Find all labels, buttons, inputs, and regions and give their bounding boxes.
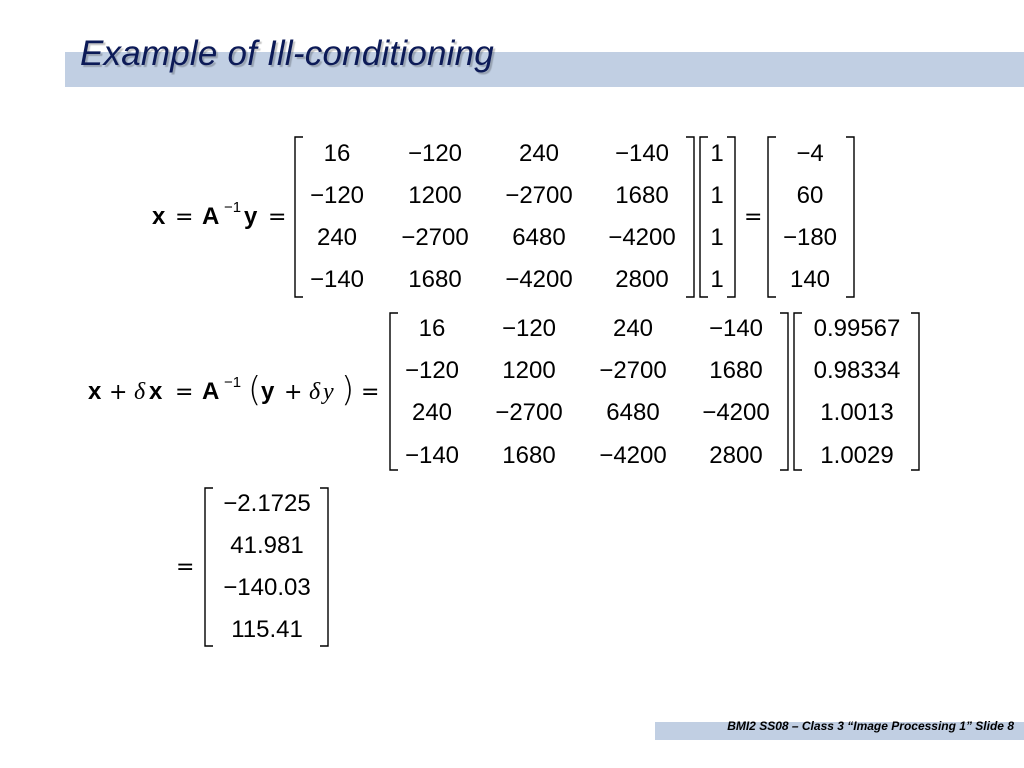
inverse-exponent: −1 — [224, 374, 242, 391]
vector-cell: 1 — [710, 266, 724, 293]
matrix-cell: −120 — [407, 140, 463, 167]
matrix-cell: 240 — [316, 224, 358, 251]
result-vector — [223, 490, 310, 643]
left-bracket — [295, 137, 303, 297]
matrix-cell: 6480 — [512, 224, 566, 251]
vector-cell: 60 — [796, 182, 824, 209]
matrix-cell: −2700 — [401, 224, 469, 251]
x-vector-symbol: x — [152, 203, 166, 230]
inverse-exponent: −1 — [224, 199, 242, 216]
vector-cell: −2.1725 — [223, 490, 311, 517]
matrix-cell: 240 — [411, 399, 453, 426]
matrix-cell: 1680 — [615, 182, 669, 209]
matrix-cell: −2700 — [495, 399, 563, 426]
vector-cell: −180 — [782, 224, 838, 251]
right-bracket — [727, 137, 735, 297]
left-bracket — [205, 488, 213, 646]
left-bracket — [700, 137, 708, 297]
matrix-cell: 6480 — [606, 399, 660, 426]
vector-cell: 1 — [710, 140, 724, 167]
matrix-cell: 1200 — [408, 182, 462, 209]
equals-sign: = — [744, 205, 763, 230]
matrix-cell: −2700 — [505, 182, 573, 209]
a-inverse-matrix — [310, 140, 676, 293]
equals-sign: = — [268, 205, 287, 230]
vector-cell: 41.981 — [230, 532, 304, 559]
left-paren: ( — [248, 370, 262, 410]
left-bracket — [794, 313, 802, 470]
a-inverse-matrix — [405, 315, 770, 469]
vector-cell: 140 — [789, 266, 831, 293]
right-bracket — [320, 488, 328, 646]
matrix-cell: −120 — [404, 357, 460, 384]
matrix-cell: −140 — [614, 140, 670, 167]
vector-cell: 0.98334 — [813, 357, 901, 384]
vector-cell: −140.03 — [223, 574, 311, 601]
matrix-cell: 2800 — [709, 442, 763, 469]
matrix-cell: 1680 — [408, 266, 462, 293]
x-vector-symbol: x — [88, 378, 102, 405]
equation-3 — [176, 488, 328, 646]
delta-symbol: δ — [134, 379, 146, 405]
right-bracket — [911, 313, 919, 470]
matrix-cell: 16 — [418, 315, 446, 342]
y-vector-symbol: y — [244, 203, 258, 230]
vector-cell: 1 — [710, 224, 724, 251]
right-bracket — [846, 137, 854, 297]
matrix-cell: −120 — [309, 182, 365, 209]
matrix-cell: −4200 — [599, 442, 667, 469]
vector-cell: 1.0029 — [820, 442, 894, 469]
matrix-cell: −2700 — [599, 357, 667, 384]
delta-symbol: δ — [309, 379, 321, 405]
matrix-cell: 16 — [323, 140, 351, 167]
plus-sign: + — [284, 380, 303, 405]
equals-sign: = — [175, 205, 194, 230]
matrix-a-symbol: A — [202, 378, 220, 405]
x-vector-symbol: x — [149, 378, 163, 405]
vector-cell: 1 — [710, 182, 724, 209]
right-paren: ) — [341, 370, 355, 410]
matrix-cell: −120 — [501, 315, 557, 342]
matrix-cell: 1680 — [502, 442, 556, 469]
slide-footer: BMI2 SS08 – Class 3 “Image Processing 1” Slide 8 — [727, 719, 1014, 733]
matrix-cell: 1200 — [502, 357, 556, 384]
right-bracket — [686, 137, 694, 297]
matrix-cell: 2800 — [615, 266, 669, 293]
right-bracket — [780, 313, 788, 470]
y-perturbed-vector — [814, 315, 901, 469]
matrix-cell: −4200 — [505, 266, 573, 293]
equation-1 — [152, 137, 854, 297]
vector-cell: 115.41 — [231, 616, 303, 643]
equals-sign: = — [361, 380, 380, 405]
plus-sign: + — [109, 380, 128, 405]
slide-title: Example of Ill-conditioning — [80, 34, 494, 73]
equals-sign: = — [175, 380, 194, 405]
vector-cell: 1.0013 — [820, 399, 894, 426]
vector-cell: 0.99567 — [813, 315, 901, 342]
matrix-cell: 240 — [518, 140, 560, 167]
y-vector — [710, 140, 723, 293]
y-italic-symbol: y — [323, 379, 334, 405]
matrix-cell: −4200 — [608, 224, 676, 251]
matrix-cell: 1680 — [709, 357, 763, 384]
vector-cell: −4 — [796, 140, 824, 167]
left-bracket — [390, 313, 398, 470]
matrix-cell: 240 — [612, 315, 654, 342]
matrix-cell: −140 — [404, 442, 460, 469]
matrix-a-symbol: A — [202, 203, 220, 230]
equation-2 — [88, 313, 919, 470]
matrix-cell: −140 — [309, 266, 365, 293]
x-result-vector — [783, 140, 837, 293]
equals-sign: = — [176, 555, 195, 580]
matrix-cell: −4200 — [702, 399, 770, 426]
matrix-cell: −140 — [708, 315, 764, 342]
y-vector-symbol: y — [261, 378, 275, 405]
left-bracket — [768, 137, 776, 297]
